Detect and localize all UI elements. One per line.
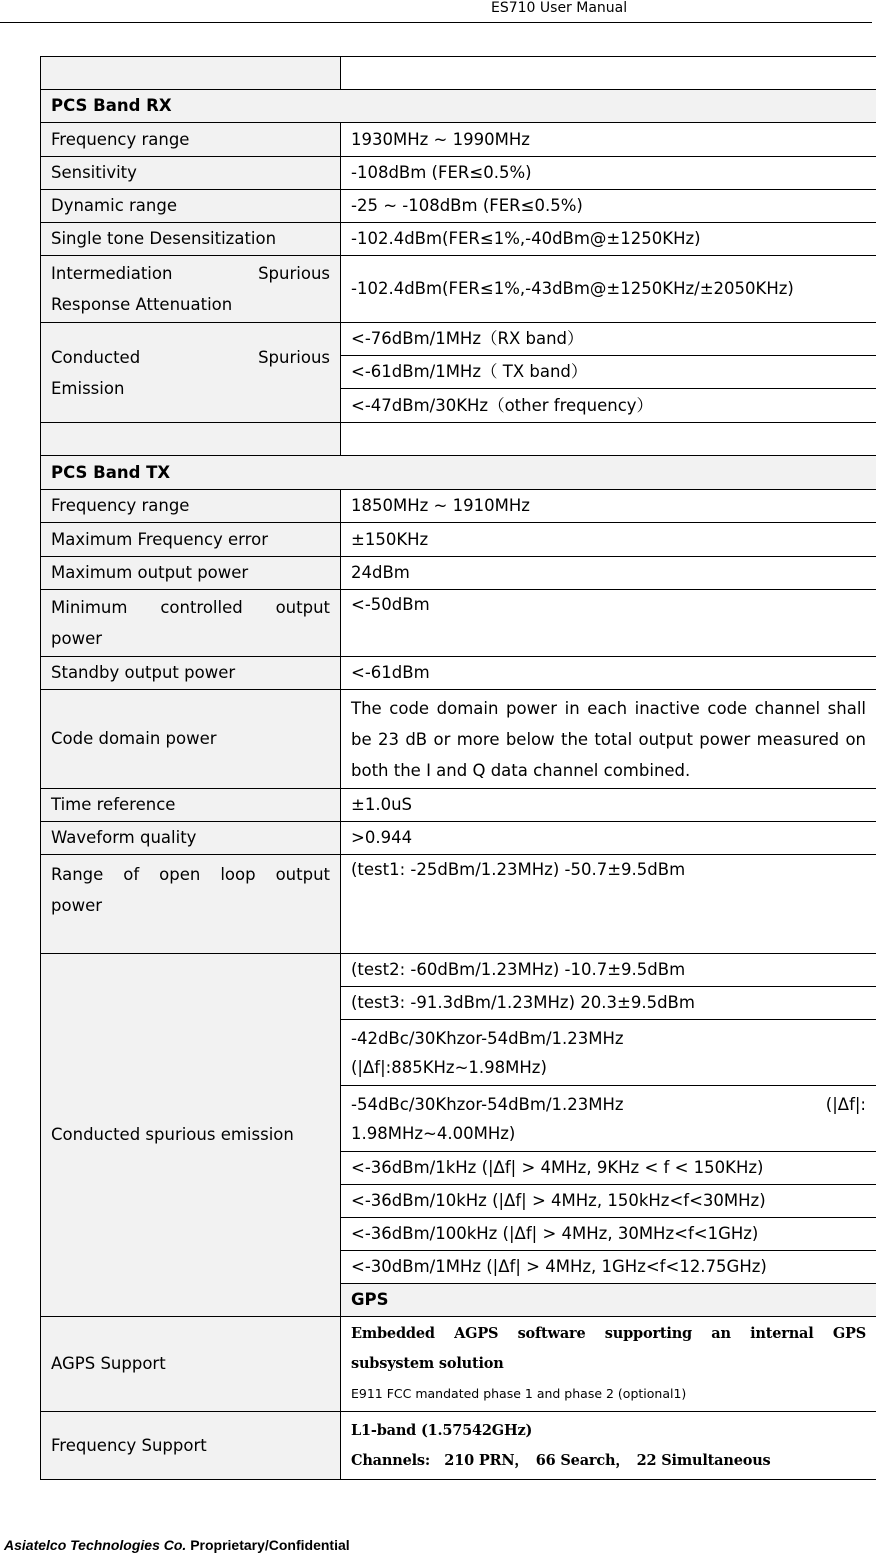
row-label-line: Conducted Spurious [51, 347, 330, 367]
row-value [341, 1317, 876, 1412]
table-row [41, 523, 876, 557]
row-value: -25 ~ -108dBm (FER≤0.5%) [341, 190, 876, 223]
page-footer [4, 1536, 350, 1554]
row-label: Frequency Support [41, 1412, 341, 1480]
row-value-line: (|Δf|:885KHz~1.98MHz) [351, 1057, 547, 1077]
blank-row [41, 57, 876, 90]
row-value-line [351, 1090, 866, 1119]
section-title: PCS Band RX [41, 90, 876, 123]
row-label-line: Response Attenuation [51, 295, 233, 314]
table-row [41, 789, 876, 822]
row-value: <-61dBm [341, 657, 876, 690]
row-label: Maximum output power [41, 557, 341, 590]
row-value: 1930MHz ~ 1990MHz [341, 123, 876, 157]
section-row-pcs-rx [41, 90, 876, 123]
row-value: >0.944 [341, 822, 876, 855]
table-row [41, 590, 876, 657]
row-label: Single tone Desensitization [41, 223, 341, 256]
row-value [341, 1412, 876, 1480]
row-value-line: Embedded AGPS software supporting an internal GPS subsystem solution [351, 1325, 866, 1372]
row-value-line: L1-band (1.57542GHz) [351, 1421, 533, 1439]
row-label: AGPS Support [41, 1317, 341, 1412]
table-row [41, 323, 876, 356]
row-label-line: Emission [51, 378, 125, 398]
row-label [41, 256, 341, 323]
row-label: Dynamic range [41, 190, 341, 223]
row-label: Waveform quality [41, 822, 341, 855]
blank-cell [341, 423, 876, 456]
row-label-line: Minimum controlled output [51, 598, 330, 617]
section-title: PCS Band TX [41, 456, 876, 490]
row-value: <-36dBm/10kHz (|Δf| > 4MHz, 150kHz<f<30MHz) [341, 1185, 876, 1218]
table-row [41, 190, 876, 223]
table-row [41, 557, 876, 590]
row-value: <-50dBm [341, 590, 876, 657]
row-label: Frequency range [41, 490, 341, 523]
table-row [41, 1317, 876, 1412]
table-row [41, 223, 876, 256]
row-value: -108dBm (FER≤0.5%) [341, 157, 876, 190]
row-value: (test2: -60dBm/1.23MHz) -10.7±9.5dBm [341, 954, 876, 987]
row-value-part: -54dBc/30Khzor-54dBm/1.23MHz [351, 1094, 624, 1114]
blank-cell [41, 423, 341, 456]
row-value-line: 1.98MHz~4.00MHz) [351, 1123, 516, 1143]
blank-cell [341, 57, 876, 90]
row-value-part: (|Δf|: [825, 1094, 866, 1114]
row-value: ±1.0uS [341, 789, 876, 822]
row-label: Sensitivity [41, 157, 341, 190]
row-value: 24dBm [341, 557, 876, 590]
spec-table [40, 56, 876, 1480]
row-label: Conducted spurious emission [41, 954, 341, 1317]
row-label: Standby output power [41, 657, 341, 690]
confidentiality-note: Proprietary/Confidential [190, 1537, 350, 1553]
row-value-line: Channels: 210 PRN， 66 Search， 22 Simultaneous [351, 1451, 771, 1469]
table-row [41, 954, 876, 987]
row-value: <-36dBm/100kHz (|Δf| > 4MHz, 30MHz<f<1GHz) [341, 1218, 876, 1251]
table-row [41, 657, 876, 690]
table-row [41, 490, 876, 523]
row-value: <-76dBm/1MHz（RX band） [341, 323, 876, 356]
row-value: <-36dBm/1kHz (|Δf| > 4MHz, 9KHz < f < 150KHz) [341, 1152, 876, 1185]
table-row [41, 690, 876, 789]
row-value [341, 1020, 876, 1086]
table-row [41, 822, 876, 855]
row-value: ±150KHz [341, 523, 876, 557]
row-label-line: Range of open loop output [51, 865, 330, 884]
row-label: Frequency range [41, 123, 341, 157]
row-value: <-30dBm/1MHz (|Δf| > 4MHz, 1GHz<f<12.75GHz) [341, 1251, 876, 1284]
section-row-pcs-tx [41, 456, 876, 490]
row-value [341, 1086, 876, 1152]
row-label: Maximum Frequency error [41, 523, 341, 557]
row-value: -102.4dBm(FER≤1%,-40dBm@±1250KHz) [341, 223, 876, 256]
row-label-line: power [51, 629, 102, 648]
document-title: ES710 User Manual [491, 0, 628, 16]
row-value-line: -42dBc/30Khzor-54dBm/1.23MHz [351, 1028, 624, 1048]
row-label-line: Intermediation Spurious [51, 264, 330, 283]
section-title: GPS [341, 1284, 876, 1317]
blank-cell [41, 57, 341, 90]
row-value: 1850MHz ~ 1910MHz [341, 490, 876, 523]
table-row [41, 157, 876, 190]
row-label [41, 323, 341, 423]
row-label: Time reference [41, 789, 341, 822]
row-label-line: power [51, 896, 102, 915]
row-value: (test3: -91.3dBm/1.23MHz) 20.3±9.5dBm [341, 987, 876, 1020]
blank-row [41, 423, 876, 456]
table-row [41, 256, 876, 323]
row-value: -102.4dBm(FER≤1%,-43dBm@±1250KHz/±2050KHz) [341, 256, 876, 323]
page-header [0, 0, 872, 23]
row-value: <-61dBm/1MHz（ TX band） [341, 356, 876, 389]
row-value-line: E911 FCC mandated phase 1 and phase 2 (optional1) [351, 1386, 687, 1401]
table-row [41, 123, 876, 157]
table-row [41, 1412, 876, 1480]
table-row [41, 855, 876, 954]
row-value: (test1: -25dBm/1.23MHz) -50.7±9.5dBm [341, 855, 876, 954]
row-label [41, 590, 341, 657]
row-value: <-47dBm/30KHz（other frequency） [341, 389, 876, 423]
row-label: Code domain power [41, 690, 341, 789]
row-value: The code domain power in each inactive code channel shall be 23 dB or more below the total output power measured on both the I and Q data channel combined. [341, 690, 876, 789]
company-name: Asiatelco Technologies Co. [4, 1537, 187, 1553]
row-label [41, 855, 341, 954]
